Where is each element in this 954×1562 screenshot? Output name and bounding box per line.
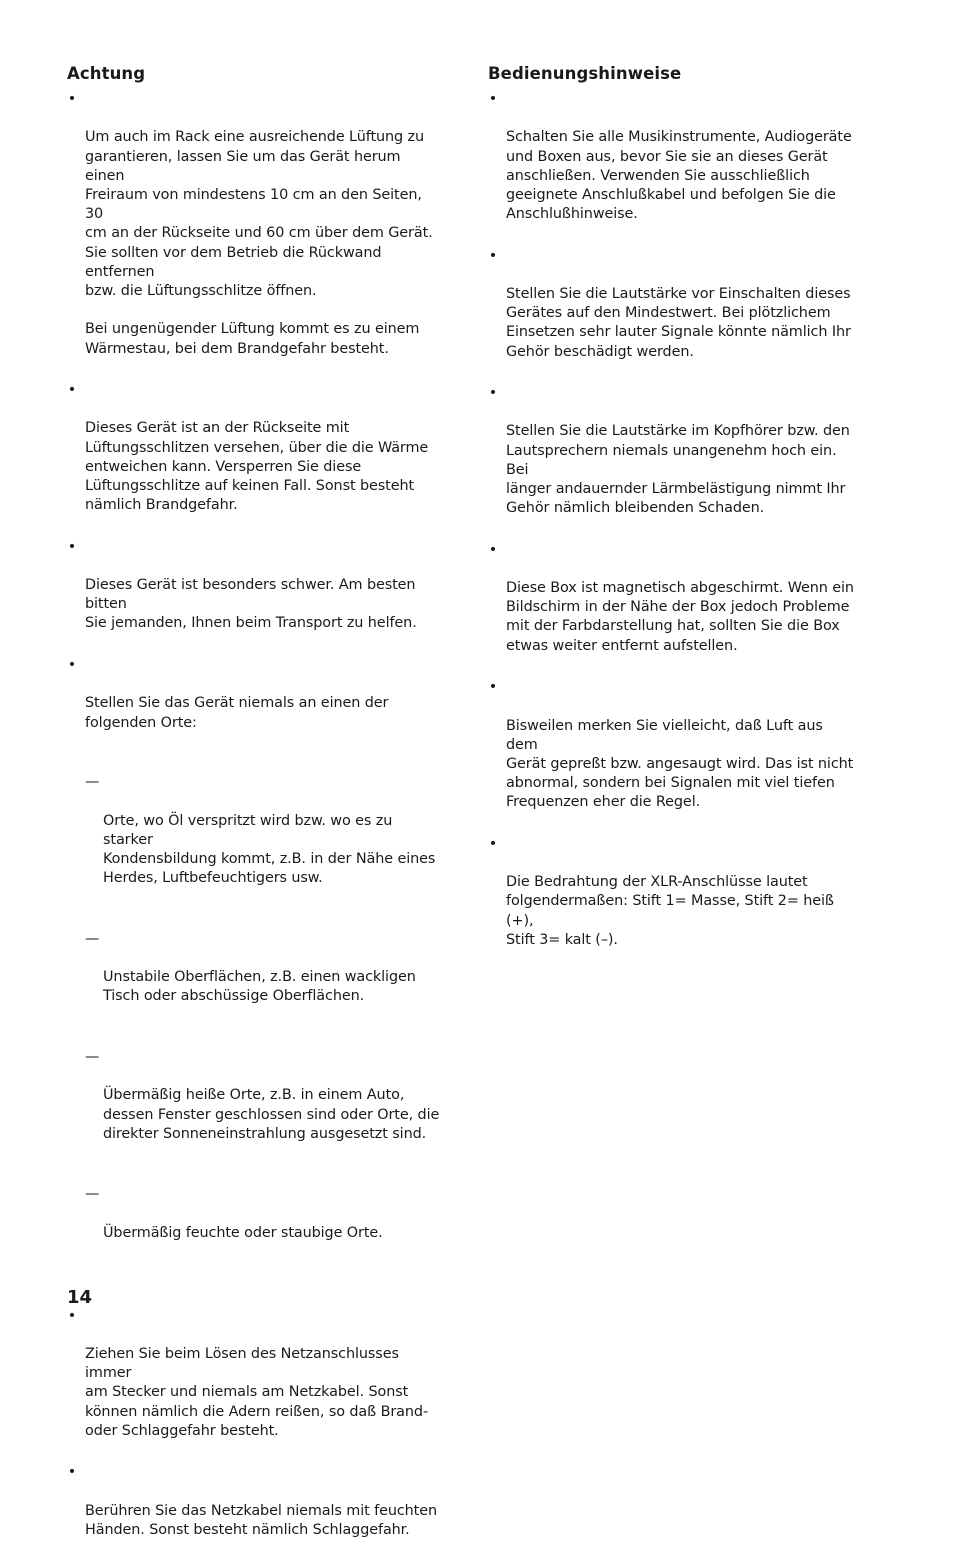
sublist-item xyxy=(85,1048,442,1163)
bullet-icon: • xyxy=(67,1464,77,1481)
sublist-item-text: Unstabile Oberflächen, z.B. einen wackligen Tisch oder abschüssige Oberflächen. xyxy=(103,969,416,1005)
list-item-text: Die Bedrahtung der XLR-Anschlüsse lautet folgendermaßen: Stift 1= Masse, Stift 2= heiß (+), Stift 3= kalt (–). xyxy=(506,874,834,948)
bullet-icon: • xyxy=(488,835,498,852)
list-item xyxy=(67,1463,442,1559)
list-item xyxy=(67,381,442,535)
bullet-icon: • xyxy=(67,1307,77,1324)
sublist-item xyxy=(85,1185,442,1262)
location-sublist xyxy=(85,754,442,1284)
bullet-icon: • xyxy=(488,247,498,264)
sublist-item-text: Übermäßig feuchte oder staubige Orte. xyxy=(103,1224,383,1241)
list-item-text: Stellen Sie die Lautstärke vor Einschalten dieses Gerätes auf den Mindestwert. Bei plötzlichem Einsetzen sehr lauter Signale könnte nämlich Ihr Gehör beschädigt werden. xyxy=(506,286,851,360)
page-number: 14 xyxy=(67,1287,93,1308)
list-item-text: Diese Box ist magnetisch abgeschirmt. Wenn ein Bildschirm in der Nähe der Box jedoch Probleme mit der Farbdarstellung hat, sollten Sie die Box etwas weiter entfernt aufstellen. xyxy=(506,580,854,654)
list-item-text: Schalten Sie alle Musikinstrumente, Audiogeräte und Boxen aus, bevor Sie sie an dieses Gerät anschließen. Verwenden Sie ausschließlich geeignete Anschlußkabel und befolgen Sie die Anschlußhinweise. xyxy=(506,129,852,223)
sublist-item-text: Übermäßig heiße Orte, z.B. in einem Auto, dessen Fenster geschlossen sind oder Orte, die direkter Sonneneinstrahlung ausgesetzt sind. xyxy=(103,1087,440,1142)
bullet-icon: • xyxy=(67,91,77,107)
dash-icon: — xyxy=(85,1048,100,1065)
list-item-text: Bisweilen merken Sie vielleicht, daß Luft aus dem Gerät gepreßt bzw. angesaugt wird. Das ist nicht abnormal, sondern bei Signalen mit viel tiefen Frequenzen eher die Regel. xyxy=(506,717,854,811)
section-heading-bedienungshinweise: Bedienungshinweise xyxy=(488,64,682,83)
list-item-text: Dieses Gerät ist an der Rückseite mit Lüftungsschlitzen versehen, über die die Wärme entweichen kann. Versperren Sie diese Lüftungsschlitze auf keinen Fall. Sonst besteht nämlich Brandgefahr. xyxy=(85,420,429,514)
list-item-text: Stellen Sie das Gerät niemals an einen der folgenden Orte: xyxy=(85,695,389,731)
list-item-text: Berühren Sie das Netzkabel niemals mit feuchten Händen. Sonst besteht nämlich Schlaggefahr. xyxy=(85,1502,437,1538)
list-item xyxy=(488,678,856,832)
list-item xyxy=(488,384,856,538)
list-item xyxy=(488,247,856,381)
bullet-icon: • xyxy=(67,656,77,673)
bedienungshinweise-list xyxy=(488,90,856,969)
bullet-icon: • xyxy=(488,541,498,558)
bullet-icon: • xyxy=(488,385,498,402)
dash-icon: — xyxy=(85,1186,100,1203)
list-item xyxy=(488,835,856,969)
list-item-text: Ziehen Sie beim Lösen des Netzanschlusses immer am Stecker und niemals am Netzkabel. Sonst können nämlich die Adern reißen, so daß Brand- oder Schlaggefahr besteht. xyxy=(85,1346,429,1439)
sublist-item xyxy=(85,773,442,907)
section-heading-achtung: Achtung xyxy=(67,64,146,83)
achtung-list xyxy=(67,90,442,1559)
list-item xyxy=(67,90,442,378)
sublist-item xyxy=(85,930,442,1026)
sublist-item-text: Orte, wo Öl verspritzt wird bzw. wo es zu starker Kondensbildung kommt, z.B. in der Nähe eines Herdes, Luftbefeuchtigers usw. xyxy=(103,812,436,887)
list-item-text: Stellen Sie die Lautstärke im Kopfhörer bzw. den Lautsprechern niemals unangenehm hoch ein. Bei länger andauernder Lärmbelästigung nimmt Ihr Gehör nämlich bleibenden Schaden. xyxy=(506,423,850,517)
bullet-icon: • xyxy=(488,91,498,107)
bullet-icon: • xyxy=(488,679,498,696)
list-item xyxy=(488,541,856,675)
left-column xyxy=(67,62,442,1562)
bullet-icon: • xyxy=(67,538,77,555)
dash-icon: — xyxy=(85,930,100,947)
list-item-text: Dieses Gerät ist besonders schwer. Am besten bitten Sie jemanden, Ihnen beim Transport zu helfen. xyxy=(85,577,417,632)
list-item xyxy=(488,90,856,244)
right-column xyxy=(488,62,856,972)
list-item xyxy=(67,656,442,1304)
list-item-note: Bei ungenügender Lüftung kommt es zu einem Wärmestau, bei dem Brandgefahr besteht. xyxy=(85,321,420,357)
list-item xyxy=(67,1307,442,1461)
list-item-text: Um auch im Rack eine ausreichende Lüftung zu garantieren, lassen Sie um das Gerät herum einen Freiraum von mindestens 10 cm an den Seiten, 30 cm an der Rückseite und 60 cm über dem Gerät. Sie sollten vor dem Betrieb die Rückwand entfernen bzw. die Lüftungsschlitze öffnen. xyxy=(85,129,433,300)
bullet-icon: • xyxy=(67,382,77,399)
dash-icon: — xyxy=(85,774,100,791)
list-item xyxy=(67,538,442,653)
